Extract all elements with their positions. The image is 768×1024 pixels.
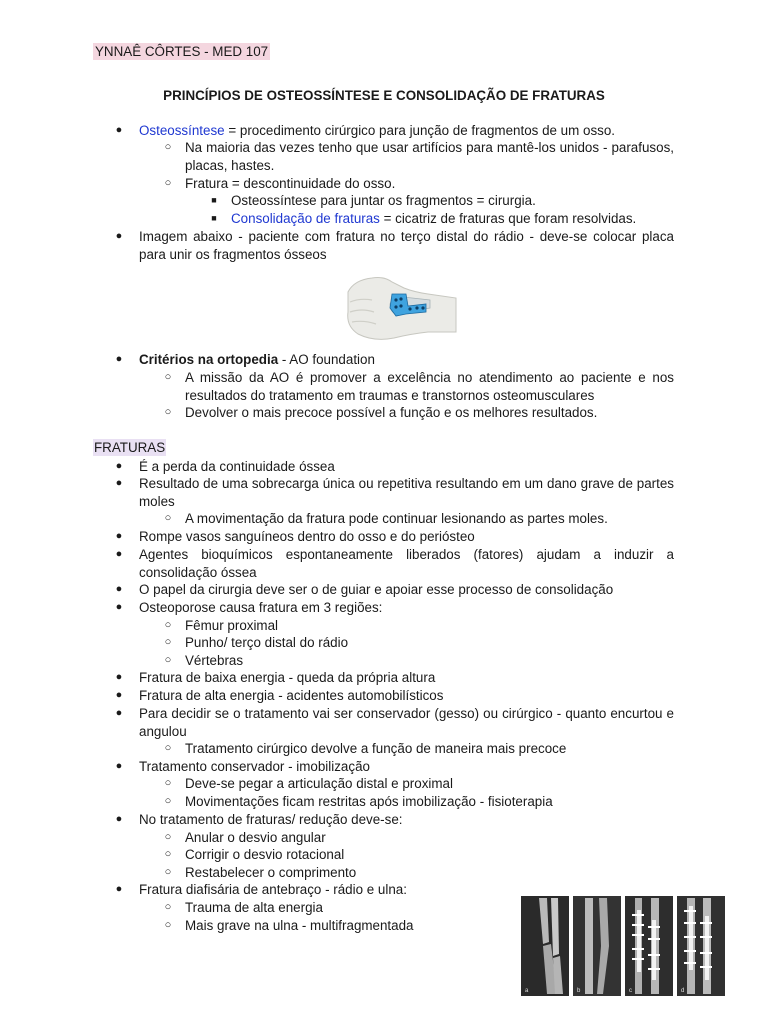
bullet-circle: ○ — [164, 371, 172, 383]
bullet-dot: ● — [115, 601, 123, 613]
list-item-devolver: Devolver o mais precoce possível a função e os melhores resultados. — [185, 405, 598, 420]
list-item-osteossintese: Osteossíntese = procedimento cirúrgico para junção de fragmentos de um osso. — [139, 123, 616, 138]
bullet-dot: ● — [115, 760, 123, 772]
bullet-square: ■ — [211, 213, 217, 223]
list-item-fratura-def: Fratura = descontinuidade do osso. — [185, 176, 396, 191]
xray-label-b: b — [577, 988, 581, 994]
forearm-xray-image — [521, 896, 725, 996]
list-item-criterios: Critérios na ortopedia - AO foundation — [139, 352, 375, 367]
list-item: Trauma de alta energia — [185, 900, 323, 915]
bullet-circle: ○ — [164, 866, 172, 878]
bullet-dot: ● — [115, 530, 123, 542]
list-item: Rompe vasos sanguíneos dentro do osso e do periósteo — [139, 529, 475, 544]
list-item: No tratamento de fraturas/ redução deve-se: — [139, 812, 403, 827]
list-item: Tratamento cirúrgico devolve a função de maneira mais precoce — [185, 741, 567, 756]
bullet-circle: ○ — [164, 831, 172, 843]
list-item: Deve-se pegar a articulação distal e proximal — [185, 776, 453, 791]
page-title: PRINCÍPIOS DE OSTEOSSÍNTESE E CONSOLIDAÇÃO DE FRATURAS — [163, 88, 605, 103]
list-item: Osteoporose causa fratura em 3 regiões: — [139, 600, 383, 615]
list-item: Tratamento conservador - imobilização — [139, 759, 370, 774]
bullet-dot: ● — [115, 548, 123, 560]
list-item: Fêmur proximal — [185, 618, 279, 633]
bullet-circle: ○ — [164, 654, 172, 666]
bullet-dot: ● — [115, 707, 123, 719]
bullet-dot: ● — [115, 460, 123, 472]
bullet-square: ■ — [211, 195, 217, 205]
list-item: Vértebras — [185, 653, 244, 668]
bullet-circle: ○ — [164, 848, 172, 860]
list-item: Mais grave na ulna - multifragmentada — [185, 918, 414, 933]
list-item: Corrigir o desvio rotacional — [185, 847, 345, 862]
list-item-missao-ao: A missão da AO é promover a excelência no atendimento ao paciente e nos resultados do tratamento em traumas e transtornos osteomusculares — [185, 370, 674, 403]
section-heading-fraturas: FRATURAS — [94, 440, 166, 455]
xray-label-a: a — [525, 988, 529, 994]
author-header: YNNAÊ CÔRTES - MED 107 — [95, 44, 269, 59]
bullet-dot: ● — [115, 813, 123, 825]
list-item: O papel da cirurgia deve ser o de guiar e apoiar esse processo de consolidação — [139, 582, 614, 597]
xray-label-c: c — [629, 988, 632, 994]
list-item: Restabelecer o comprimento — [185, 865, 357, 880]
bullet-dot: ● — [115, 353, 123, 365]
list-item: Fratura de alta energia - acidentes automobilísticos — [139, 688, 444, 703]
bullet-circle: ○ — [164, 919, 172, 931]
list-item: Resultado de uma sobrecarga única ou repetitiva resultando em um dano grave de partes moles — [139, 476, 674, 509]
bullet-dot: ● — [115, 583, 123, 595]
bullet-circle: ○ — [164, 777, 172, 789]
list-item: Punho/ terço distal do rádio — [185, 635, 349, 650]
list-item-cirurgia: Osteossíntese para juntar os fragmentos = cirurgia. — [231, 193, 536, 208]
bullet-dot: ● — [115, 124, 123, 136]
term-osteossintese: Osteossíntese — [139, 123, 225, 138]
list-item: Fratura de baixa energia - queda da própria altura — [139, 670, 436, 685]
bullet-circle: ○ — [164, 795, 172, 807]
list-item: A movimentação da fratura pode continuar lesionando as partes moles. — [185, 511, 608, 526]
bullet-circle: ○ — [164, 619, 172, 631]
term-consolidacao: Consolidação de fraturas — [231, 211, 380, 226]
list-item: Fratura diafisária de antebraço - rádio e ulna: — [139, 882, 407, 897]
bullet-circle: ○ — [164, 141, 172, 153]
bullet-dot: ● — [115, 671, 123, 683]
list-item-imagem-abaixo: Imagem abaixo - paciente com fratura no terço distal do rádio - deve-se colocar placa para unir os fragmentos ósseos — [139, 229, 674, 262]
bullet-circle: ○ — [164, 177, 172, 189]
xray-label-d: d — [681, 988, 685, 994]
list-item: Agentes bioquímicos espontaneamente liberados (fatores) ajudam a induzir a consolidação óssea — [139, 547, 674, 580]
bullet-circle: ○ — [164, 742, 172, 754]
bullet-dot: ● — [115, 230, 123, 242]
list-item-consolidacao: Consolidação de fraturas = cicatriz de fraturas que foram resolvidas. — [231, 211, 637, 226]
list-item: Movimentações ficam restritas após imobilização - fisioterapia — [185, 794, 553, 809]
wrist-plate-image — [344, 272, 458, 344]
list-item-artificios: Na maioria das vezes tenho que usar artifícios para mantê-los unidos - parafusos, placas, hastes. — [185, 140, 674, 173]
term-criterios: Critérios na ortopedia — [139, 352, 279, 367]
bullet-circle: ○ — [164, 512, 172, 524]
list-item: Anular o desvio angular — [185, 830, 326, 845]
list-item: Para decidir se o tratamento vai ser conservador (gesso) ou cirúrgico - quanto encurtou e angulou — [139, 706, 674, 739]
bullet-circle: ○ — [164, 636, 172, 648]
bullet-dot: ● — [115, 477, 123, 489]
bullet-circle: ○ — [164, 901, 172, 913]
bullet-dot: ● — [115, 883, 123, 895]
bullet-circle: ○ — [164, 406, 172, 418]
list-item: É a perda da continuidade óssea — [139, 459, 335, 474]
bullet-dot: ● — [115, 689, 123, 701]
